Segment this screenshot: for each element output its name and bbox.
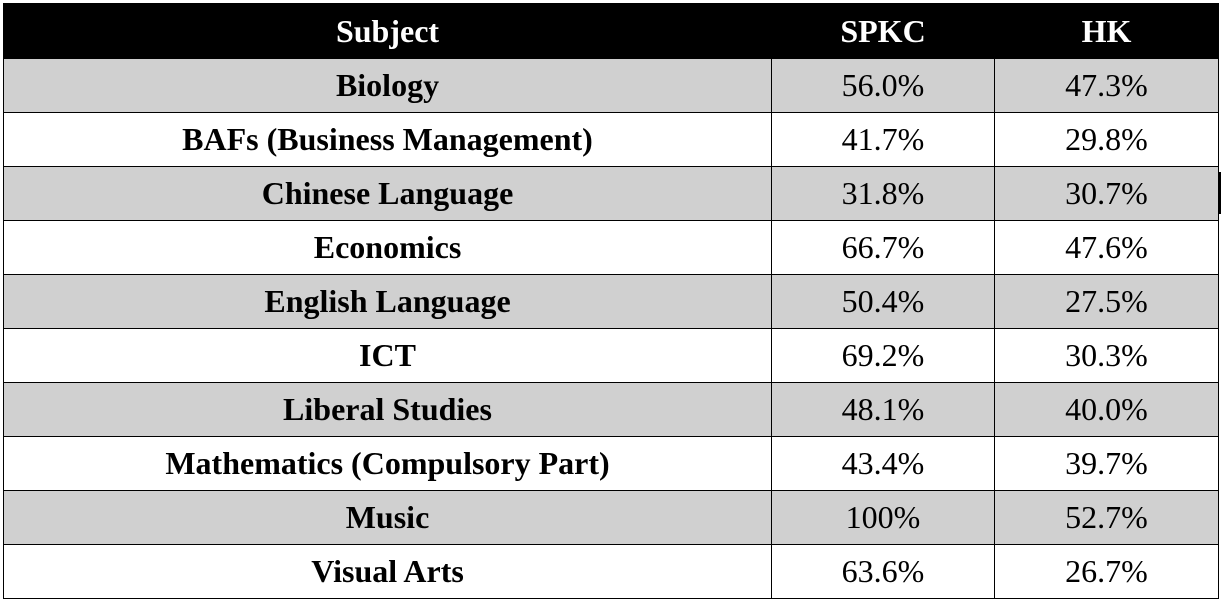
spkc-cell: 63.6% <box>772 545 995 599</box>
edge-mark-divider <box>1219 172 1221 214</box>
hk-cell: 26.7% <box>995 545 1219 599</box>
table-row <box>4 221 1219 275</box>
spkc-cell: 100% <box>772 491 995 545</box>
hk-cell: 29.8% <box>995 113 1219 167</box>
subject-cell: Chinese Language <box>4 167 772 221</box>
header-row <box>4 4 1219 59</box>
table-row <box>4 275 1219 329</box>
header-hk: HK <box>995 4 1219 59</box>
spkc-cell: 41.7% <box>772 113 995 167</box>
subject-cell: Biology <box>4 59 772 113</box>
hk-cell: 47.6% <box>995 221 1219 275</box>
subject-cell: English Language <box>4 275 772 329</box>
subject-cell: Music <box>4 491 772 545</box>
subject-cell: ICT <box>4 329 772 383</box>
subject-cell: Economics <box>4 221 772 275</box>
table-row <box>4 59 1219 113</box>
table-row <box>4 329 1219 383</box>
hk-cell: 30.7% <box>995 167 1219 221</box>
hk-cell: 30.3% <box>995 329 1219 383</box>
hk-cell: 27.5% <box>995 275 1219 329</box>
hk-cell: 47.3% <box>995 59 1219 113</box>
subject-cell: Mathematics (Compulsory Part) <box>4 437 772 491</box>
hk-cell: 52.7% <box>995 491 1219 545</box>
results-table <box>3 3 1219 599</box>
spkc-cell: 56.0% <box>772 59 995 113</box>
hk-cell: 40.0% <box>995 383 1219 437</box>
table-row <box>4 167 1219 221</box>
spkc-cell: 31.8% <box>772 167 995 221</box>
spkc-cell: 50.4% <box>772 275 995 329</box>
spkc-cell: 66.7% <box>772 221 995 275</box>
subject-cell: Visual Arts <box>4 545 772 599</box>
spkc-cell: 69.2% <box>772 329 995 383</box>
table-row <box>4 383 1219 437</box>
spkc-cell: 48.1% <box>772 383 995 437</box>
header-subject: Subject <box>4 4 772 59</box>
table-row <box>4 545 1219 599</box>
table-row <box>4 491 1219 545</box>
hk-cell: 39.7% <box>995 437 1219 491</box>
subject-cell: Liberal Studies <box>4 383 772 437</box>
subject-cell: BAFs (Business Management) <box>4 113 772 167</box>
table-row <box>4 113 1219 167</box>
table-row <box>4 437 1219 491</box>
spkc-cell: 43.4% <box>772 437 995 491</box>
header-spkc: SPKC <box>772 4 995 59</box>
